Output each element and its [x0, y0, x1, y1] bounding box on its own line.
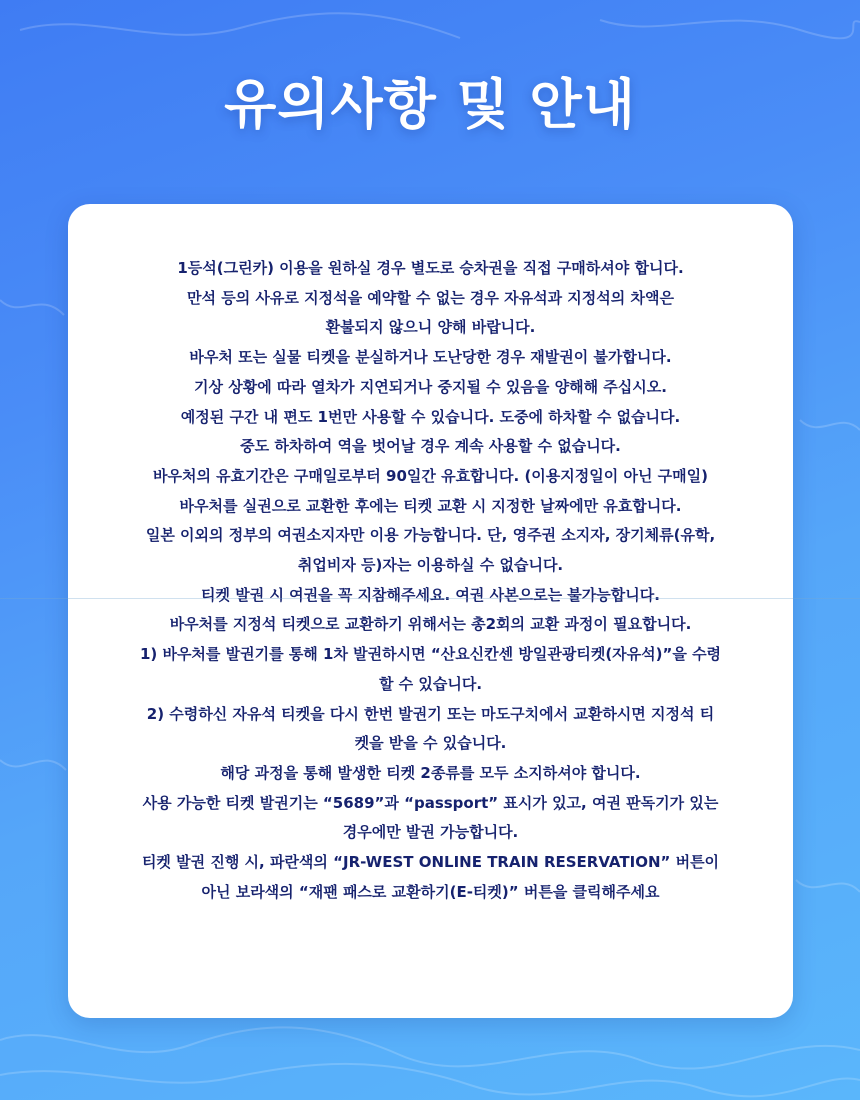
notice-line: 아닌 보라색의 “재팬 패스로 교환하기(E-티켓)” 버튼을 클릭해주세요: [201, 882, 660, 901]
notice-line: 1등석(그린카) 이용을 원하실 경우 별도로 승차권을 직접 구매하셔야 합니다.: [177, 259, 684, 277]
notice-line: 예정된 구간 내 편도 1번만 사용할 수 있습니다. 도중에 하차할 수 없습니다.: [180, 407, 681, 426]
notice-line: 바우처의 유효기간은 구매일로부터 90일간 유효합니다. (이용지정일이 아닌 구매일): [152, 466, 708, 485]
notice-line: 일본 이외의 정부의 여권소지자만 이용 가능합니다. 단, 영주권 소지자, 장기체류(유학,: [145, 526, 716, 545]
notice-line: 기상 상황에 따라 열차가 지연되거나 중지될 수 있음을 양해해 주십시오.: [194, 377, 667, 396]
notice-line: 중도 하차하여 역을 벗어날 경우 계속 사용할 수 없습니다.: [240, 437, 621, 456]
notice-line: 사용 가능한 티켓 발권기는 “5689”과 “passport” 표시가 있고, 여권 판독기가 있는: [142, 793, 719, 812]
notice-line: 해당 과정을 통해 발생한 티켓 2종류를 모두 소지하셔야 합니다.: [220, 763, 641, 782]
page-title: 유의사항 및 안내: [224, 73, 636, 136]
notice-line: 켓을 받을 수 있습니다.: [354, 734, 507, 753]
notice-list: [68, 204, 793, 907]
notice-line: 할 수 있습니다.: [378, 674, 483, 693]
notice-line: 바우처 또는 실물 티켓을 분실하거나 도난당한 경우 재발권이 불가합니다.: [189, 348, 672, 367]
image-seam-divider: [0, 598, 860, 599]
notice-line: 경우에만 발권 가능합니다.: [342, 823, 519, 842]
notice-line: 티켓 발권 시 여권을 꼭 지참해주세요. 여권 사본으로는 불가능합니다.: [201, 585, 660, 604]
notice-line: 1) 바우처를 발권기를 통해 1차 발권하시면 “산요신칸센 방일관광티켓(자유석)”을 수령: [139, 645, 722, 664]
notice-line: 만석 등의 사유로 지정석을 예약할 수 없는 경우 자유석과 지정석의 차액은: [187, 288, 674, 307]
notice-line: 환불되지 않으니 양해 바랍니다.: [325, 318, 536, 337]
notice-line: 취업비자 등)자는 이용하실 수 없습니다.: [297, 556, 564, 575]
notice-line: 2) 수령하신 자유석 티켓을 다시 한번 발권기 또는 마도구치에서 교환하시면 지정석 티: [146, 704, 715, 723]
notice-line: 바우처를 지정석 티켓으로 교환하기 위해서는 총2회의 교환 과정이 필요합니다.: [169, 615, 692, 634]
notice-card: [68, 204, 793, 1018]
notice-line: 티켓 발권 진행 시, 파란색의 “JR-WEST ONLINE TRAIN RESERVATION” 버튼이: [141, 853, 720, 872]
notice-line: 바우처를 실권으로 교환한 후에는 티켓 교환 시 지정한 날짜에만 유효합니다.: [179, 496, 682, 515]
